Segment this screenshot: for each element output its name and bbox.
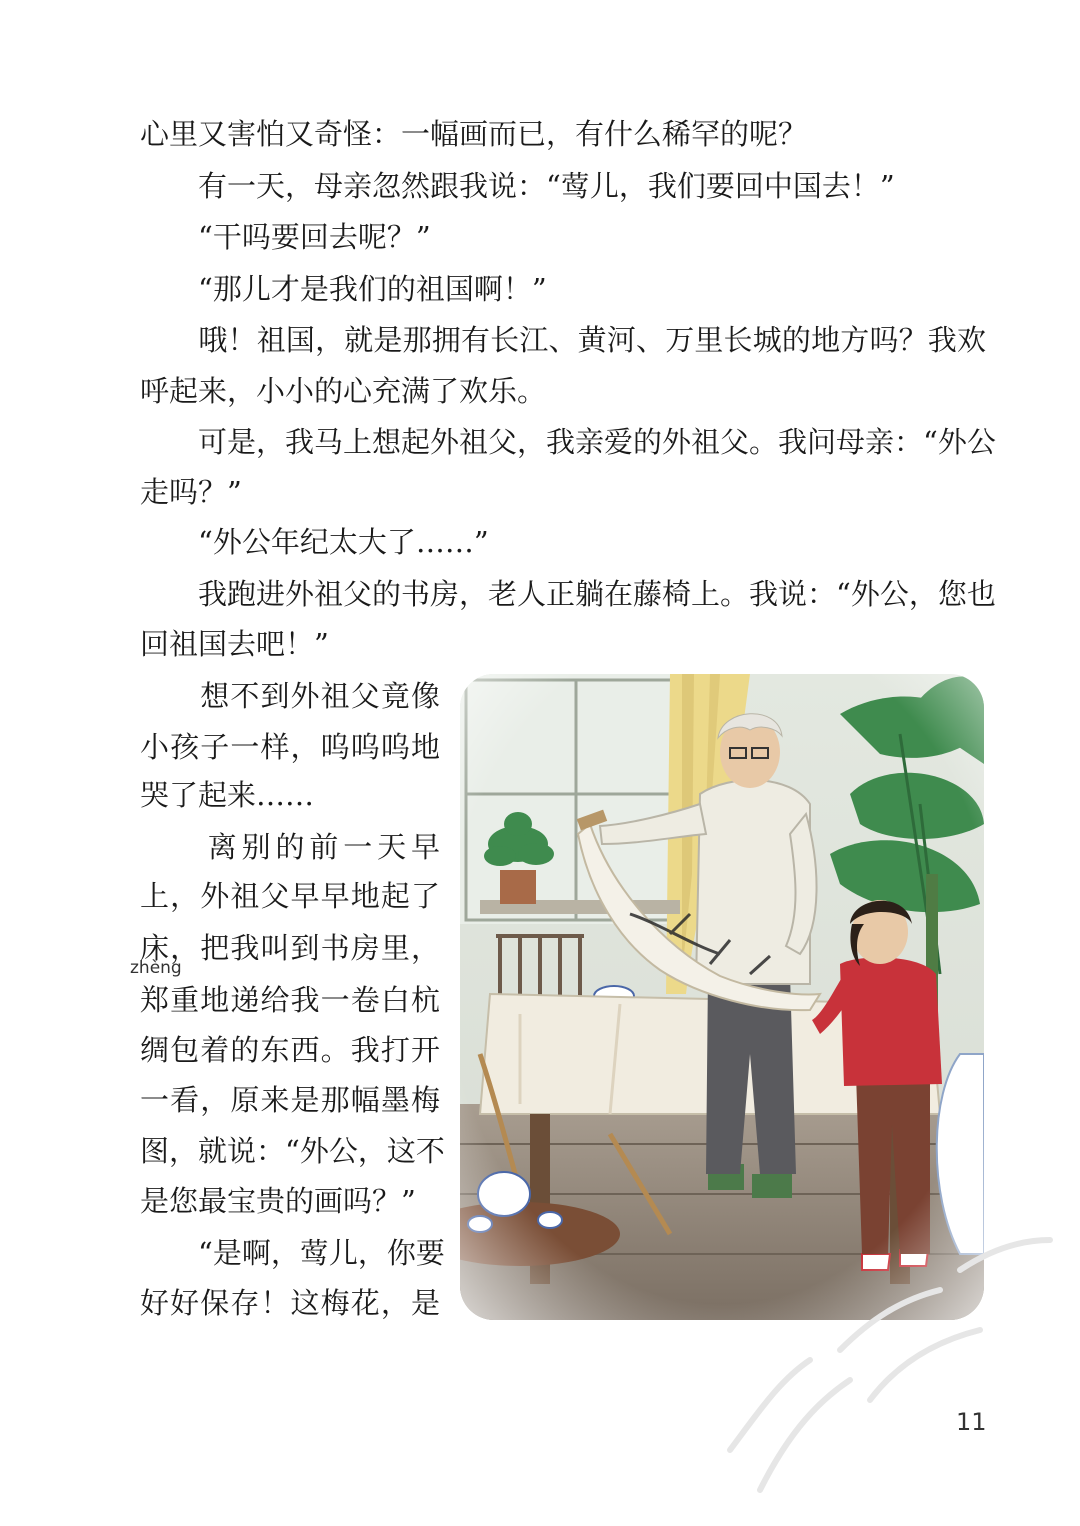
column-text-line: 床，把我叫到书房里， (140, 931, 440, 965)
text-line: “外公年纪太大了……” (140, 525, 489, 559)
text-line: 可是，我马上想起外祖父，我亲爱的外祖父。我问母亲：“外公 (140, 425, 996, 459)
column-text-line: 绸包着的东西。我打开 (140, 1033, 440, 1067)
text-line: 有一天，母亲忽然跟我说：“莺儿，我们要回中国去！” (140, 169, 895, 203)
column-text-line: 是您最宝贵的画吗？” (140, 1184, 416, 1218)
text-line: 呼起来，小小的心充满了欢乐。 (140, 374, 547, 408)
column-text-line: 郑重地递给我一卷白杭 (140, 983, 440, 1017)
column-text-line: 小孩子一样，呜呜呜地 (140, 730, 440, 764)
column-text-line: 离别的前一天早 (140, 830, 440, 864)
column-text-line: 哭了起来…… (140, 778, 315, 812)
text-line: 心里又害怕又奇怪：一幅画而已，有什么稀罕的呢？ (140, 117, 808, 151)
text-line: “干吗要回去呢？” (140, 220, 431, 254)
column-text-line: 想不到外祖父竟像 (140, 679, 440, 713)
column-text-line: 一看，原来是那幅墨梅 (140, 1083, 440, 1117)
pinyin-annotation: zhèng (130, 958, 182, 978)
text-line: 哦！祖国，就是那拥有长江、黄河、万里长城的地方吗？我欢 (140, 323, 986, 357)
column-text-line: 好好保存！这梅花，是 (140, 1286, 440, 1320)
text-line: 我跑进外祖父的书房，老人正躺在藤椅上。我说：“外公，您也 (140, 577, 996, 611)
column-text-line: 图，就说：“外公，这不 (140, 1134, 445, 1168)
column-text-line: “是啊，莺儿，你要 (140, 1236, 445, 1270)
text-line: 走吗？” (140, 475, 242, 509)
page-number: 11 (956, 1408, 987, 1436)
text-line: “那儿才是我们的祖国啊！” (140, 272, 547, 306)
story-illustration (460, 674, 984, 1320)
text-line: 回祖国去吧！” (140, 627, 329, 661)
column-text-line: 上，外祖父早早地起了 (140, 879, 440, 913)
